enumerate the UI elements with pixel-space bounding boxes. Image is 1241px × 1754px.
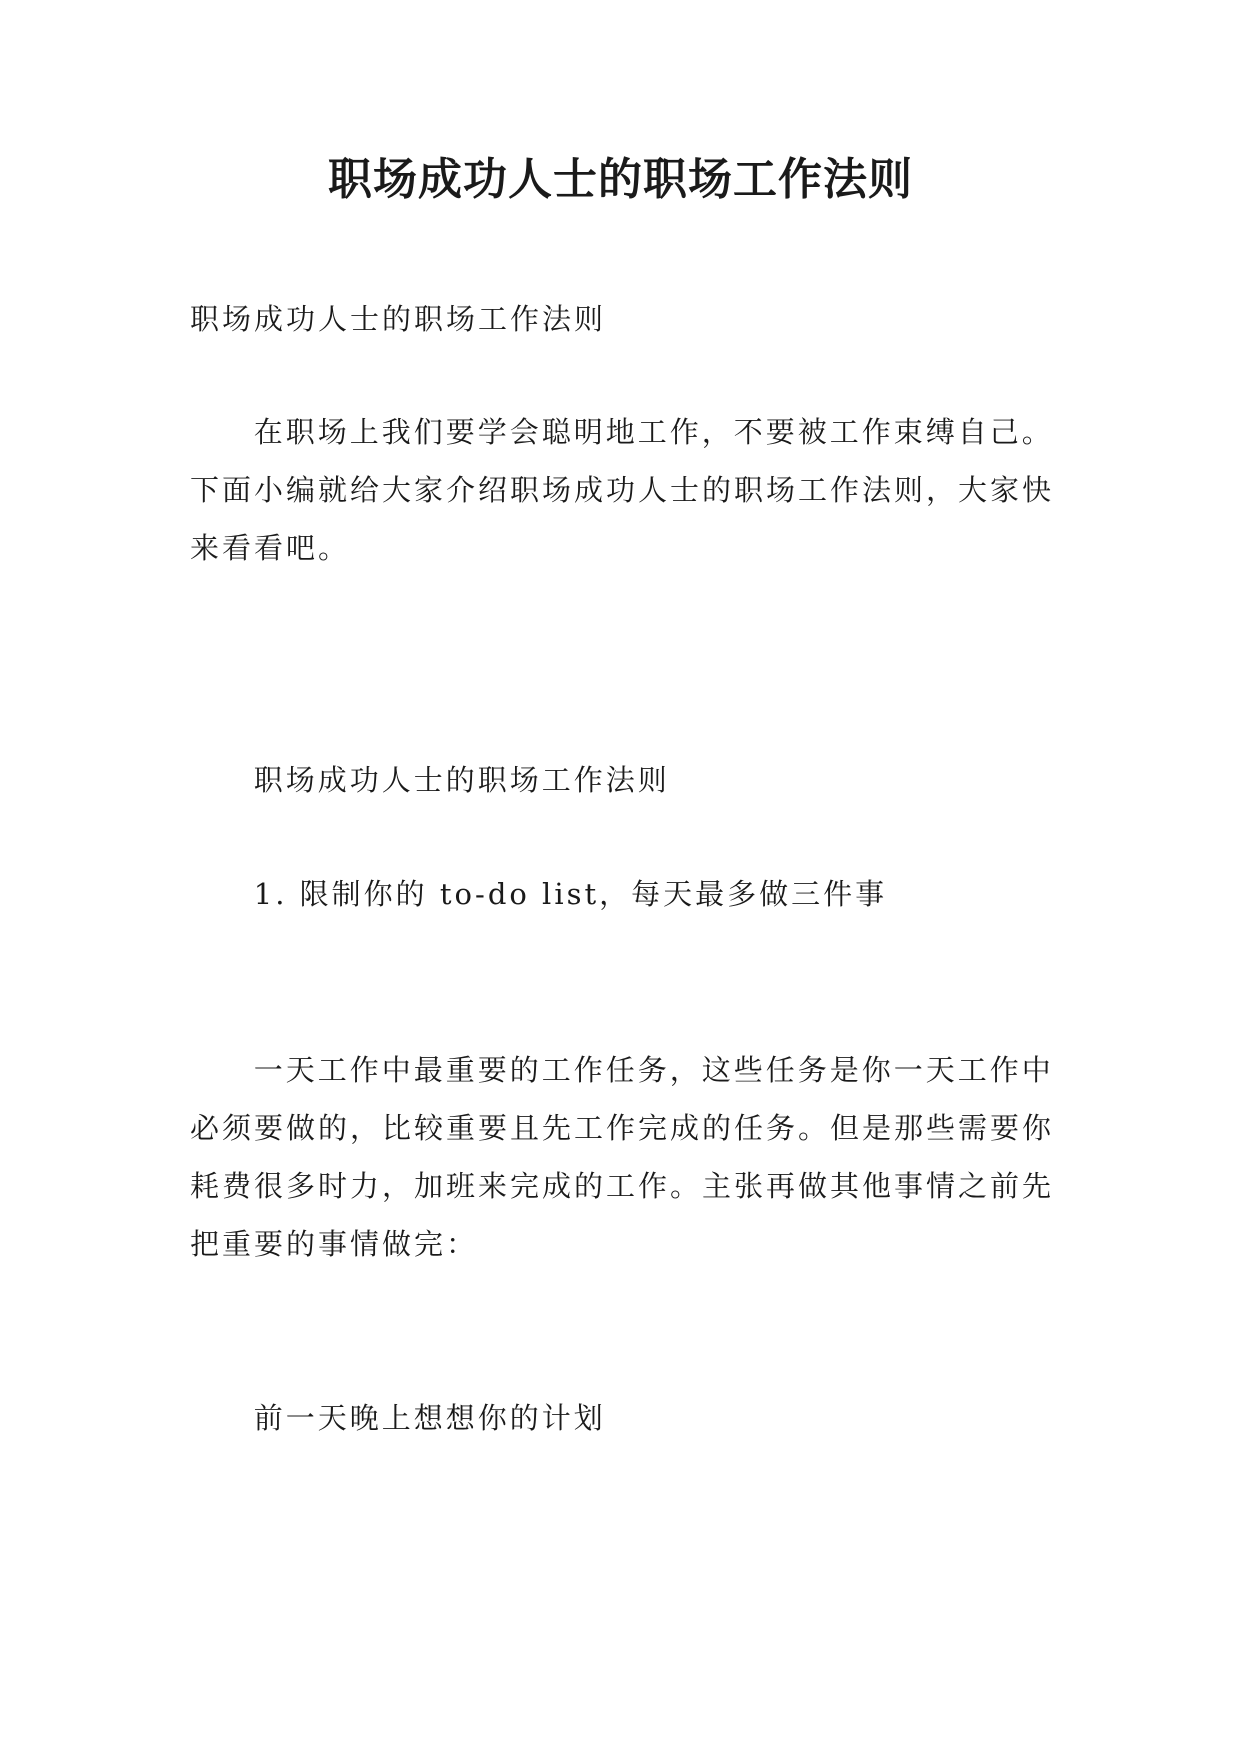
subtitle-paragraph: 职场成功人士的职场工作法则 [190,302,607,336]
intro-paragraph: 在职场上我们要学会聪明地工作，不要被工作束缚自己。下面小编就给大家介绍职场成功人士的职场工作法则，大家快来看看吧。 [190,415,1055,565]
section-heading: 职场成功人士的职场工作法则 [253,763,670,797]
subheading-plan: 前一天晚上想想你的计划 [253,1401,606,1435]
list-item-1-heading: 1. 限制你的 to-do list，每天最多做三件事 [253,877,888,911]
document-title: 职场成功人士的职场工作法则 [328,154,913,205]
body-paragraph: 一天工作中最重要的工作任务，这些任务是你一天工作中必须要做的，比较重要且先工作完成的任务。但是那些需要你耗费很多时力，加班来完成的工作。主张再做其他事情之前先把重要的事情做完： [190,1053,1055,1261]
